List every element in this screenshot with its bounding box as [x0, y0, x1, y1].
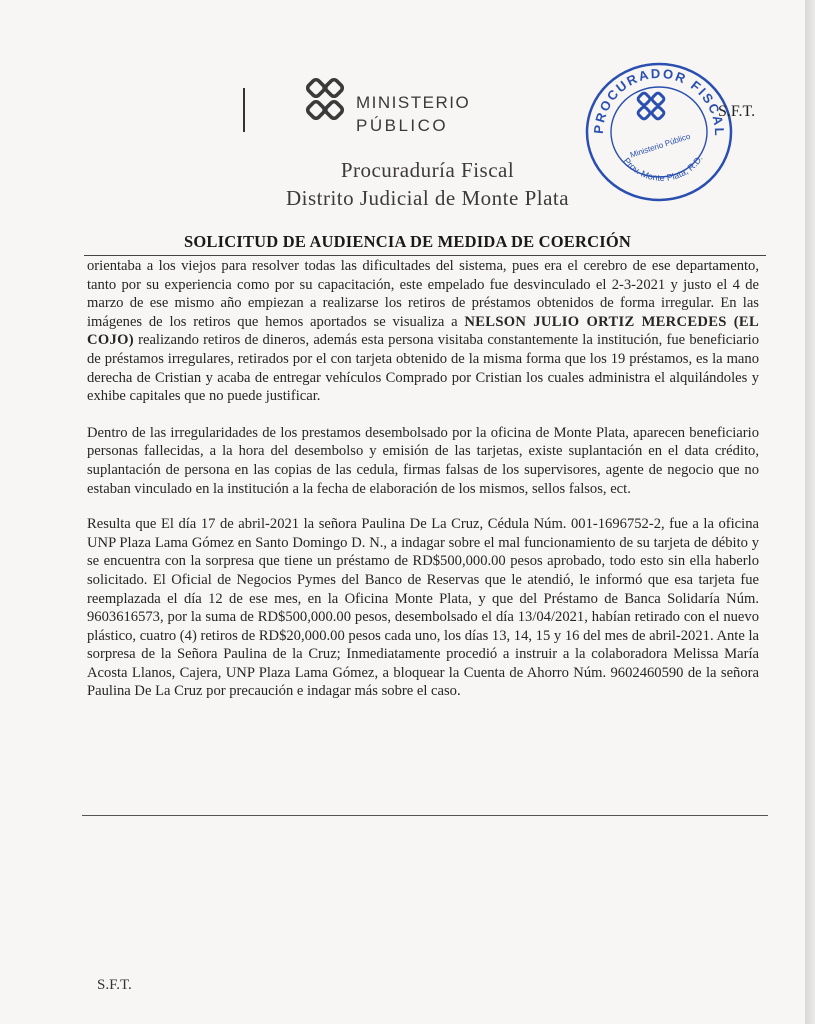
- district-title: Distrito Judicial de Monte Plata: [285, 186, 570, 210]
- ministerio-publico-logo-icon: [300, 76, 350, 126]
- org-name-line1: MINISTERIO: [356, 93, 471, 112]
- paragraph-3: Resulta que El día 17 de abril-2021 la señora Paulina De La Cruz, Cédula Núm. 001-1696752-2, fue a la oficina UNP Plaza Lama Gómez en Santo Domingo D. N., a indagar sobre el mal funcionamiento de su tarjeta de débito y se encuentra con la sorpresa que tiene un préstamo de RD$500,000.00 pesos aprobado, todo esto sin ella haberlo solicitado. El Oficial de Negocios Pymes del Banco de Reservas que le atendió, le informó que esa tarjeta fue reemplazada el día 12 de ese mes, en la Oficina Monte Plata, y que del Préstamo de Banca Solidaría Núm. 9603616573, por la suma de RD$500,000.00 pesos, desembolsado el día 13/04/2021, habían retirado con el nuevo plástico, cuatro (4) retiros de RD$20,000.00 pesos cada uno, los días 13, 14, 15 y 16 del mes de abril-2021. Ante la sorpresa de la Señora Paulina de la Cruz; Inmediatamente procedió a instruir a la colaboradora Melissa María Acosta Llanos, Cajera, UNP Plaza Lama Gómez, a bloquear la Cuenta de Ahorro Núm. 9602460590 de la señora Paulina De La Cruz por precaución e indagar más sobre el caso.: [87, 516, 759, 700]
- paragraph-1: [87, 257, 759, 406]
- heading-rule: [84, 255, 766, 256]
- bottom-rule: [82, 815, 768, 816]
- initials-bottom: S.F.T.: [97, 977, 132, 993]
- procurador-fiscal-stamp-icon: [583, 58, 735, 204]
- initials-top: S.F.T.: [718, 103, 756, 120]
- paragraph-1-text-a: orientaba a los viejos para resolver todas las dificultades del sistema, pues era el cerebro de ese departamento, tanto por su experiencia como por su capacitación, este empelado fue desvinculado el 2-3-2021 y justo el 4 de marzo de ese mismo año empiezan a realizarse los retiros de préstamos obtenidos de forma irregular. En las imágenes de los retiros que hemos aportados se visualiza a: [87, 258, 759, 330]
- document-body: [87, 257, 759, 719]
- document-heading: SOLICITUD DE AUDIENCIA DE MEDIDA DE COERCIÓN: [183, 232, 632, 251]
- org-name-line2: PÚBLICO: [356, 116, 449, 135]
- stamp-inner-text: Ministerio Público: [629, 131, 692, 160]
- page-edge-shadow: [805, 0, 815, 1024]
- paragraph-1-text-b: realizando retiros de dineros, además esta persona visitaba constantemente la institución, fue beneficiario de préstamos irregulares, retirados por el con tarjeta obtenido de la misma forma que los 19 préstamos, es la mano derecha de Cristian y acaba de entregar vehículos Comprado por Cristian los cuales administra el alquilándoles y exhibe capitales que no puede justificar.: [87, 332, 759, 405]
- office-title: Procuraduría Fiscal: [340, 158, 515, 182]
- paragraph-2: Dentro de las irregularidades de los prestamos desembolsado por la oficina de Monte Plata, aparecen beneficiario personas fallecidas, a la hora del desembolso y emisión de las tarjetas, existe suplantación en el data crédito, suplantación de persona en las copias de las cedula, firmas falsas de los supervisores, agente de negocio que no estaban vinculado en la institución a la fecha de elaboración de los mismos, sellos falsos, ect.: [87, 424, 759, 497]
- stamp-outer-text: PROCURADOR FISCAL: [590, 65, 728, 138]
- stamp-bottom-text: Prov. Monte Plata, R.D.: [621, 153, 705, 183]
- accused-name: NELSON JULIO ORTIZ MERCEDES (EL COJO): [87, 313, 759, 349]
- header-divider: [243, 88, 245, 132]
